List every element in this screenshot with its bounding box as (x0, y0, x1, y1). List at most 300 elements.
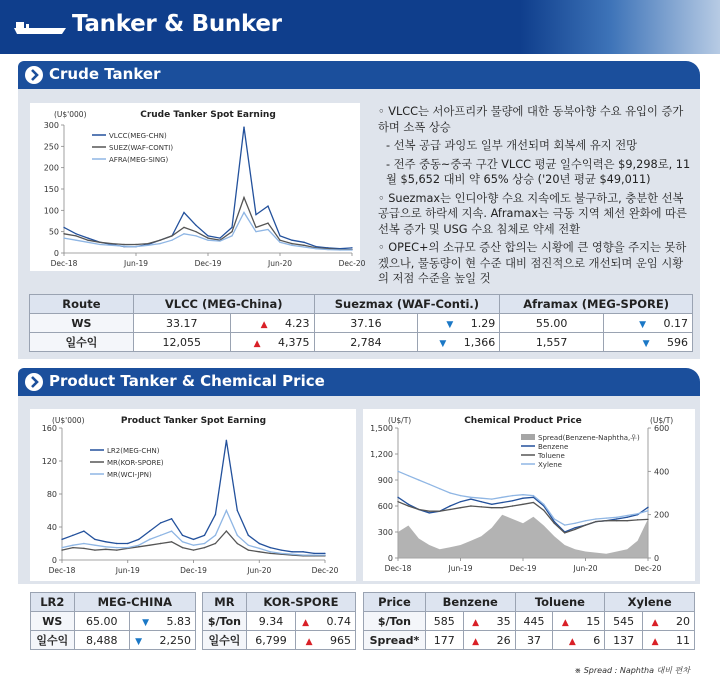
data-point (72, 544, 73, 545)
y-axis-unit: (U$/T) (388, 416, 412, 425)
data-point (83, 548, 84, 549)
legend-entry: Spread(Benzene-Naphtha,우) (538, 434, 640, 442)
crude-tanker-chart-svg (30, 103, 366, 271)
data-point (626, 520, 627, 521)
crude-tanker-chart (30, 103, 366, 271)
y-tick-label: 1,200 (370, 450, 393, 459)
table-value: 177 (425, 631, 463, 650)
table-change (604, 333, 693, 352)
table-value: 6,799 (246, 631, 295, 650)
data-point (226, 510, 227, 511)
data-point (543, 510, 544, 511)
data-point (460, 495, 461, 496)
x-tick-label: Dec-20 (338, 259, 366, 268)
change-value: 1,366 (463, 335, 496, 349)
table-header: Price (364, 593, 426, 612)
data-point (408, 505, 409, 506)
table-value: 9.34 (246, 612, 295, 631)
product-tanker-chart (30, 409, 356, 581)
data-point (564, 532, 565, 533)
x-tick-label: Dec-20 (634, 564, 662, 573)
table-header-row (30, 295, 693, 314)
data-point (63, 237, 64, 238)
data-point (149, 539, 150, 540)
change-value: 20 (676, 614, 690, 628)
data-point (267, 205, 268, 206)
data-point (160, 543, 161, 544)
data-point (94, 544, 95, 545)
data-point (63, 233, 64, 234)
table-value: 2,784 (314, 333, 418, 352)
data-point (204, 543, 205, 544)
y-tick-label: 250 (43, 142, 59, 152)
data-point (135, 246, 136, 247)
data-point (279, 240, 280, 241)
data-point (135, 244, 136, 245)
data-point (267, 229, 268, 230)
data-point (147, 245, 148, 246)
data-point (226, 440, 227, 441)
data-point (470, 497, 471, 498)
data-point (418, 509, 419, 510)
data-point (616, 520, 617, 521)
table-header: MR (203, 593, 247, 612)
up-arrow-icon: ▲ (472, 636, 480, 647)
y-tick-label: 120 (41, 457, 57, 466)
header-decoration (520, 0, 720, 54)
data-point (543, 504, 544, 505)
legend-entry: LR2(MEG-CHN) (107, 447, 160, 455)
data-point (193, 544, 194, 545)
data-point (248, 544, 249, 545)
data-point (512, 505, 513, 506)
commentary-bullet: - 전주 중동~중국 구간 VLCC 평균 일수익력은 $9,298로, 11월 $5,652 대비 약 65% 상승 ('20년 평균 $49,011) (386, 157, 691, 186)
data-point (533, 502, 534, 503)
data-point (501, 507, 502, 508)
y-tick-label: 300 (377, 528, 393, 537)
change-value: 6 (593, 633, 601, 647)
spread-footnote: ※ Spread : Naphtha 대비 편차 (574, 666, 690, 675)
y-tick-label: 80 (46, 490, 57, 499)
data-point (302, 554, 303, 555)
table-value: 545 (605, 612, 643, 631)
data-point (99, 244, 100, 245)
product-tanker-title: Product Tanker & Chemical Price (49, 372, 325, 390)
table-row (364, 631, 695, 650)
data-point (138, 539, 139, 540)
data-point (248, 535, 249, 536)
down-arrow-icon: ▼ (446, 319, 454, 330)
table-header: Route (30, 295, 134, 314)
data-point (449, 505, 450, 506)
page-title: Tanker & Bunker (72, 11, 282, 37)
change-value: 4.23 (285, 316, 310, 330)
table-value: 37 (515, 631, 553, 650)
data-point (94, 549, 95, 550)
change-value: 26 (496, 633, 511, 647)
data-point (501, 497, 502, 498)
down-arrow-icon: ▼ (642, 338, 650, 349)
data-point (522, 494, 523, 495)
table-header: KOR-SPORE (246, 593, 355, 612)
data-point (231, 235, 232, 236)
table-change (463, 612, 515, 631)
data-point (481, 501, 482, 502)
data-point (138, 544, 139, 545)
table-header-row (31, 593, 196, 612)
crude-tanker-section-bar (18, 61, 700, 89)
data-point (149, 544, 150, 545)
legend-entry: MR(WCI-JPN) (107, 471, 152, 479)
data-point (123, 245, 124, 246)
data-point (255, 214, 256, 215)
data-point (259, 543, 260, 544)
data-point (647, 507, 648, 508)
data-point (303, 242, 304, 243)
data-point (574, 523, 575, 524)
y2-tick-label: 200 (654, 510, 670, 520)
data-point (280, 549, 281, 550)
series-line (64, 198, 352, 250)
table-row (31, 612, 196, 631)
data-point (512, 500, 513, 501)
data-point (491, 507, 492, 508)
data-point (171, 541, 172, 542)
data-point (585, 524, 586, 525)
table-change (463, 631, 515, 650)
legend-entry: SUEZ(WAF-CONTI) (109, 144, 174, 152)
table-change (418, 314, 500, 333)
y2-axis-unit: (U$/T) (650, 416, 674, 425)
data-point (243, 212, 244, 213)
data-point (324, 553, 325, 554)
row-label: WS (30, 314, 134, 333)
table-change (130, 631, 196, 650)
change-value: 4,375 (278, 335, 310, 349)
data-point (315, 246, 316, 247)
x-tick-label: Jun-20 (268, 259, 292, 268)
table-value: 445 (515, 612, 553, 631)
data-point (105, 546, 106, 547)
data-point (324, 554, 325, 555)
data-point (237, 543, 238, 544)
data-point (303, 246, 304, 247)
page-header (0, 0, 720, 54)
table-value: 65.00 (74, 612, 129, 631)
data-point (339, 249, 340, 250)
legend-swatch (521, 434, 535, 440)
x-tick-label: Dec-18 (384, 564, 412, 573)
table-change (130, 612, 196, 631)
table-value: 55.00 (500, 314, 604, 333)
data-point (418, 479, 419, 480)
data-point (270, 551, 271, 552)
data-point (83, 530, 84, 531)
legend-entry: Toluene (538, 452, 565, 460)
data-point (237, 510, 238, 511)
data-point (616, 517, 617, 518)
y-tick-label: 150 (43, 185, 59, 194)
data-point (72, 535, 73, 536)
data-point (127, 543, 128, 544)
data-point (647, 510, 648, 511)
data-point (204, 535, 205, 536)
data-point (63, 227, 64, 228)
row-label: 일수익 (203, 631, 247, 650)
data-point (160, 535, 161, 536)
product-tanker-chart-svg (30, 409, 356, 581)
data-point (204, 547, 205, 548)
table-header: Aframax (MEG-SPORE) (500, 295, 693, 314)
y-tick-label: 900 (377, 476, 393, 485)
data-point (215, 514, 216, 515)
x-tick-label: Jun-20 (573, 564, 598, 573)
up-arrow-icon: ▲ (302, 617, 310, 628)
data-point (215, 535, 216, 536)
data-point (315, 248, 316, 249)
data-point (439, 511, 440, 512)
data-point (606, 520, 607, 521)
data-point (182, 541, 183, 542)
data-point (270, 547, 271, 548)
y-tick-label: 0 (51, 556, 57, 565)
y-tick-label: 0 (387, 554, 393, 563)
data-point (291, 245, 292, 246)
data-point (481, 498, 482, 499)
data-point (83, 543, 84, 544)
legend-entry: AFRA(MEG-SING) (109, 156, 169, 164)
data-point (243, 126, 244, 127)
data-point (207, 240, 208, 241)
table-change (296, 631, 356, 650)
row-label: $/Ton (203, 612, 247, 631)
table-change (296, 612, 356, 631)
commentary-bullet: ◦ OPEC+의 소규모 증산 합의는 시황에 큰 영향을 주지는 못하겠으나, 물동량이 현 수준 대비 점진적으로 개선되며 운임 시황의 저점 수준을 높일 것 (378, 241, 687, 285)
data-point (255, 231, 256, 232)
x-tick-label: Dec-19 (509, 564, 537, 573)
crude-tanker-commentary (378, 104, 692, 290)
data-point (491, 504, 492, 505)
table-change (643, 631, 695, 650)
table-header: VLCC (MEG-China) (133, 295, 314, 314)
y2-tick-label: 600 (654, 424, 670, 433)
x-tick-label: Dec-18 (48, 566, 76, 575)
arrow-circle-icon (24, 372, 44, 392)
table-value: 1,557 (500, 333, 604, 352)
table-value: 37.16 (314, 314, 418, 333)
data-point (303, 245, 304, 246)
table-value: 585 (425, 612, 463, 631)
data-point (183, 227, 184, 228)
data-point (554, 523, 555, 524)
data-point (267, 222, 268, 223)
data-point (554, 518, 555, 519)
data-point (75, 233, 76, 234)
up-arrow-icon: ▲ (568, 636, 576, 647)
data-point (574, 529, 575, 530)
table-row (203, 612, 356, 631)
data-point (302, 551, 303, 552)
data-point (182, 547, 183, 548)
data-point (61, 539, 62, 540)
data-point (291, 554, 292, 555)
row-label: 일수익 (31, 631, 75, 650)
data-point (397, 471, 398, 472)
row-label: $/Ton (364, 612, 426, 631)
x-tick-label: Dec-20 (311, 566, 339, 575)
table-change (553, 631, 605, 650)
data-point (182, 535, 183, 536)
series-line (62, 440, 325, 553)
chemical-price-table (363, 592, 695, 650)
data-point (291, 240, 292, 241)
table-value: 137 (605, 631, 643, 650)
down-arrow-icon: ▼ (639, 319, 647, 330)
data-point (195, 235, 196, 236)
data-point (226, 530, 227, 531)
series-line (62, 511, 325, 556)
change-value: 35 (496, 614, 511, 628)
y2-tick-label: 400 (654, 467, 670, 477)
data-point (397, 497, 398, 498)
data-point (259, 548, 260, 549)
tanker-ship-icon (14, 19, 66, 37)
data-point (116, 547, 117, 548)
table-header-row (364, 593, 695, 612)
data-point (159, 243, 160, 244)
chart-title: Product Tanker Spot Earning (120, 416, 267, 426)
table-value: 8,488 (74, 631, 129, 650)
data-point (87, 242, 88, 243)
table-header-row (203, 593, 356, 612)
data-point (116, 549, 117, 550)
legend-entry: Xylene (538, 461, 562, 469)
data-point (327, 249, 328, 250)
data-point (533, 495, 534, 496)
data-point (491, 498, 492, 499)
row-label: 일수익 (30, 333, 134, 352)
data-point (460, 501, 461, 502)
y-tick-label: 50 (48, 227, 59, 237)
data-point (207, 235, 208, 236)
lr2-table (30, 592, 196, 650)
y-tick-label: 100 (43, 206, 59, 216)
series-line (64, 127, 352, 249)
data-point (237, 535, 238, 536)
data-point (501, 502, 502, 503)
table-row (30, 314, 693, 333)
data-point (313, 554, 314, 555)
x-tick-label: Jun-20 (247, 566, 272, 575)
y-tick-label: 160 (41, 424, 57, 433)
table-value: 33.17 (133, 314, 230, 333)
legend-entry: Benzene (538, 443, 569, 451)
data-point (351, 249, 352, 250)
data-point (291, 243, 292, 244)
product-tanker-section-bar (18, 368, 700, 396)
x-tick-label: Jun-19 (124, 259, 148, 268)
data-point (351, 247, 352, 248)
data-point (87, 237, 88, 238)
data-point (61, 549, 62, 550)
down-arrow-icon: ▼ (135, 636, 143, 647)
y-tick-label: 1,500 (370, 424, 393, 433)
data-point (585, 520, 586, 521)
up-arrow-icon: ▲ (651, 636, 659, 647)
row-label: WS (31, 612, 75, 631)
data-point (207, 237, 208, 238)
chemical-price-chart (363, 409, 695, 581)
data-point (429, 484, 430, 485)
data-point (243, 197, 244, 198)
data-point (512, 495, 513, 496)
x-tick-label: Dec-19 (194, 259, 222, 268)
data-point (616, 518, 617, 519)
down-arrow-icon: ▼ (142, 617, 150, 628)
commentary-bullet: - 선복 공급 과잉도 일부 개선되며 회복세 유지 전망 (386, 139, 638, 152)
data-point (279, 235, 280, 236)
data-point (75, 240, 76, 241)
data-point (123, 244, 124, 245)
data-point (215, 543, 216, 544)
x-tick-label: Dec-19 (180, 566, 207, 575)
table-change (553, 612, 605, 631)
y-axis-unit: (U$'000) (52, 416, 85, 425)
data-point (574, 527, 575, 528)
data-point (647, 519, 648, 520)
data-point (637, 513, 638, 514)
data-point (219, 240, 220, 241)
data-point (61, 547, 62, 548)
table-value: 12,055 (133, 333, 230, 352)
y-tick-label: 200 (43, 163, 59, 173)
up-arrow-icon: ▲ (472, 617, 480, 628)
data-point (637, 519, 638, 520)
data-point (255, 227, 256, 228)
legend-entry: MR(KOR-SPORE) (107, 459, 164, 467)
table-row (364, 612, 695, 631)
data-point (159, 240, 160, 241)
data-point (429, 511, 430, 512)
legend-entry: VLCC(MEG-CHN) (109, 132, 167, 140)
data-point (522, 498, 523, 499)
data-point (183, 233, 184, 234)
up-arrow-icon: ▲ (253, 338, 261, 349)
table-change (643, 612, 695, 631)
data-point (564, 524, 565, 525)
y-tick-label: 300 (43, 121, 59, 130)
data-point (595, 518, 596, 519)
commentary-bullet: ◦ VLCC는 서아프리카 물량에 대한 동북아향 수요 유입이 증가하며 소폭 상승 (378, 105, 684, 134)
data-point (460, 507, 461, 508)
table-change (604, 314, 693, 333)
data-point (408, 475, 409, 476)
change-value: 11 (676, 633, 690, 647)
data-point (105, 549, 106, 550)
x-tick-label: Dec-18 (50, 259, 78, 268)
data-point (94, 539, 95, 540)
data-point (291, 551, 292, 552)
table-header: Benzene (425, 593, 515, 612)
up-arrow-icon: ▲ (651, 617, 659, 628)
crude-tanker-title: Crude Tanker (49, 65, 161, 83)
data-point (429, 512, 430, 513)
data-point (193, 549, 194, 550)
data-point (127, 547, 128, 548)
table-row (203, 631, 356, 650)
data-point (270, 553, 271, 554)
data-point (171, 518, 172, 519)
